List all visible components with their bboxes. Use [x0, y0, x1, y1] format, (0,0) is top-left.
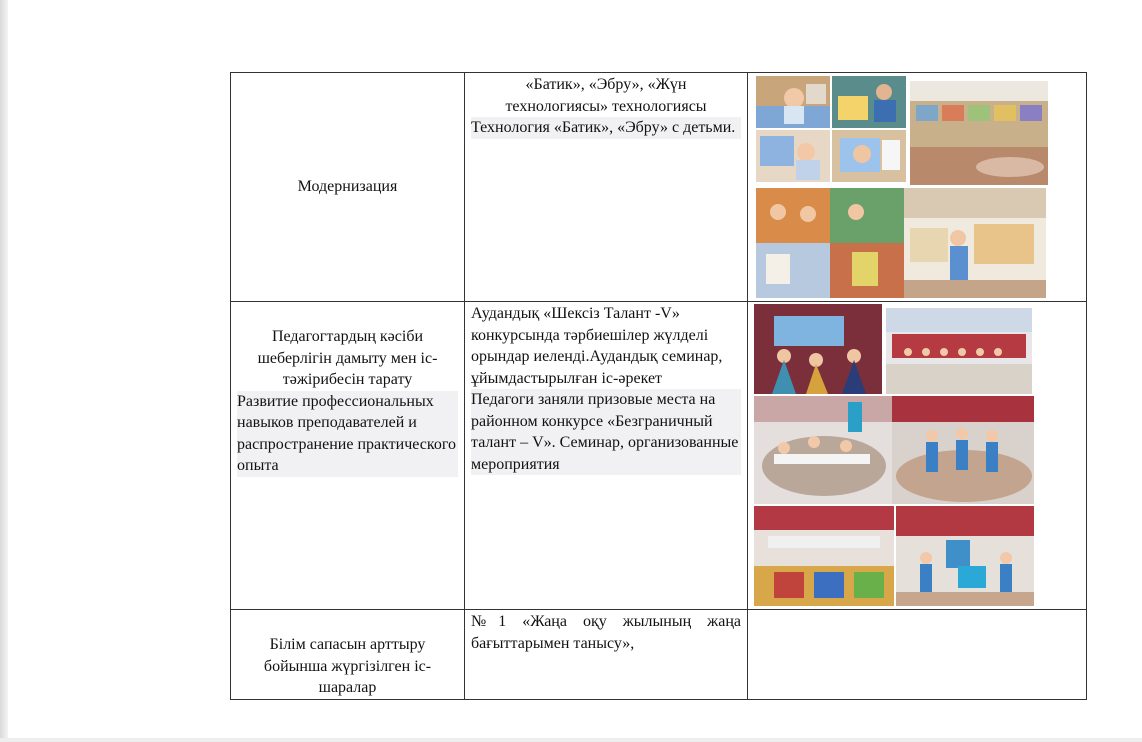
topic-ru: Развитие профессиональных навыков преподавателей и распространение практического опыта [237, 391, 458, 477]
photo-classroom-seminar [754, 506, 894, 606]
content-cell [465, 73, 748, 302]
content-kk: Аудандық «Шексіз Талант -V» конкурсында тәрбиешілер жүлделі орындар иеленді.Аудандық семинар, ұйымдастырылған іс-әрекет [471, 305, 723, 387]
content-kk: «Батик», «Эбру», «Жүн технологиясы» технологиясы [505, 76, 707, 115]
photo-ebru-display [904, 188, 1046, 298]
photo-classroom-shelves [910, 81, 1048, 185]
report-table [230, 72, 1087, 700]
content-ru: Технология «Батик», «Эбру» с детьми. [471, 117, 741, 139]
content-ru: Педагоги заняли призовые места на районном конкурсе «Безграничный талант – V». Семинар, организованные мероприятия [471, 389, 741, 475]
topic-kk: Білім сапасын арттыру бойынша жүргізілген іс-шаралар [263, 636, 432, 696]
photo-batik-child-3 [756, 130, 830, 182]
scan-bottom-edge [0, 738, 1142, 742]
photo-cell [748, 610, 1087, 700]
photo-children-flag [896, 506, 1034, 606]
photo-children-dance [892, 396, 1034, 504]
photo-batik-child-2 [832, 76, 906, 128]
photo-seminar-hall [886, 308, 1032, 394]
photo-cell [748, 302, 1087, 610]
scan-left-edge [0, 0, 8, 742]
topic-kk: Педагогтардың кәсіби шеберлігін дамыту мен іс-тәжірибесін тарату [257, 328, 438, 388]
topic-ru: Модернизация [297, 178, 398, 196]
photo-children-puppets [756, 188, 904, 298]
table-row [231, 73, 1087, 302]
content-cell [465, 302, 748, 610]
content-cell [465, 610, 748, 700]
photo-talent-stage [754, 304, 882, 394]
table-row [231, 610, 1087, 700]
photo-batik-child-1 [756, 76, 830, 128]
photo-batik-child-4 [832, 130, 906, 182]
topic-cell [231, 73, 465, 302]
photo-cell [748, 73, 1087, 302]
content-kk: №1 «Жаңа оқу жылының жаңа бағыттарымен танысу», [471, 613, 741, 652]
table-row [231, 302, 1087, 610]
topic-cell [231, 302, 465, 610]
photo-seminar-tables [754, 396, 892, 504]
topic-cell [231, 610, 465, 700]
